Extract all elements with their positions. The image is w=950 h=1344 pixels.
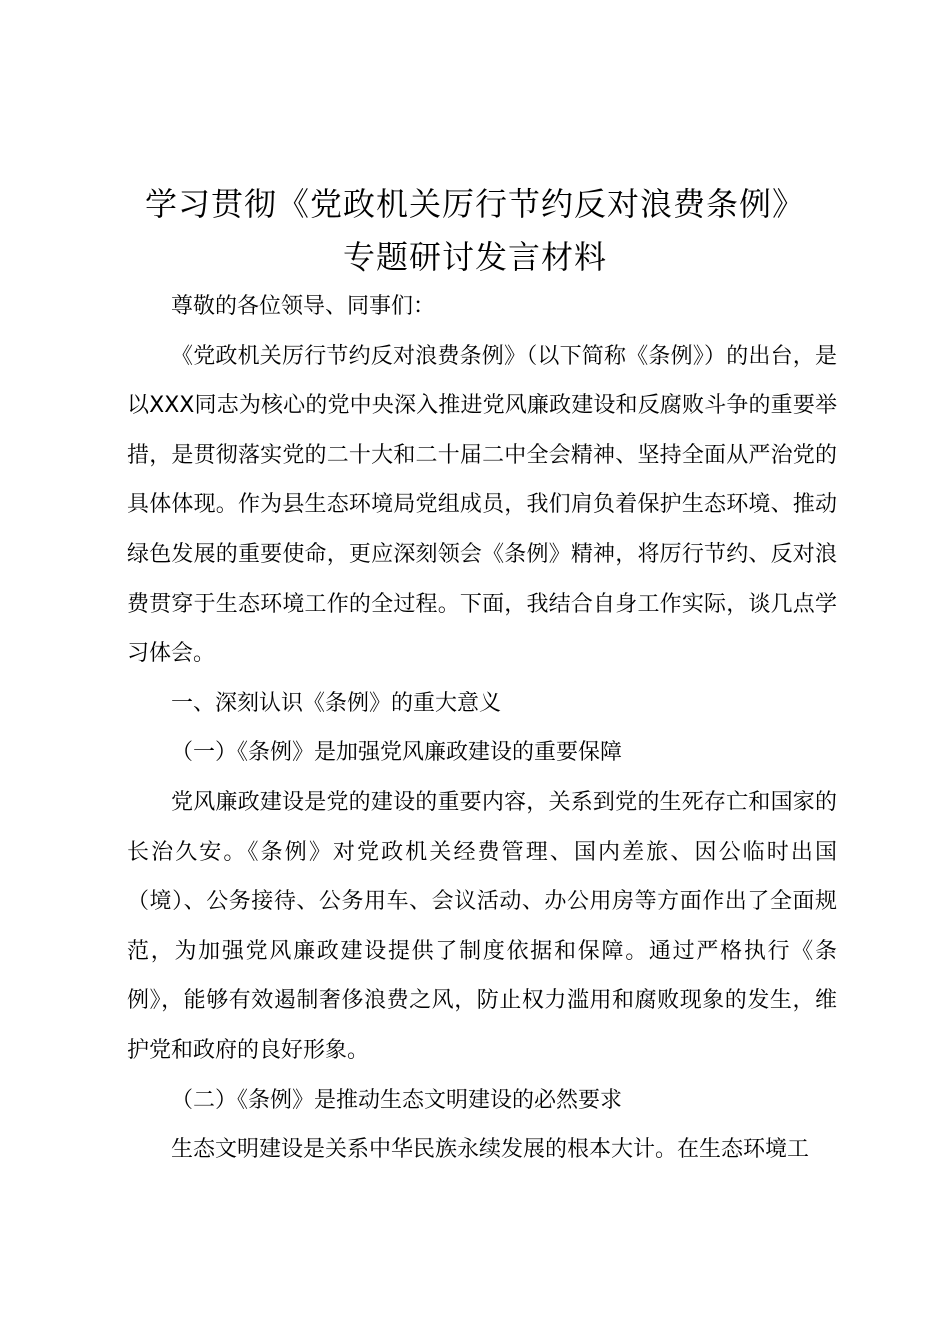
title-line-1: 学习贯彻《党政机关厉行节约反对浪费条例》 <box>144 185 805 223</box>
section-heading-1: 一、深刻认识《条例》的重大意义 <box>171 690 502 716</box>
subsection-heading-2: （二）《条例》是推动生态文明建设的必然要求 <box>171 1087 623 1113</box>
document-title <box>0 178 950 284</box>
intro-paragraph: 《党政机关厉行节约反对浪费条例》（以下简称《条例》）的出台，是以XXX同志为核心的党中央深入推进党风廉政建设和反腐败斗争的重要举措，是贯彻落实党的二十大和二十届二中全会精神、坚持全面从严治党的具体体现。作为县生态环境局党组成员，我们肩负着保护生态环境、推动绿色发展的重要使命，更应深刻领会《条例》精神，将厉行节约、反对浪费贯穿于生态环境工作的全过程。下面，我结合自身工作实际，谈几点学习体会。 <box>127 343 837 667</box>
greeting: 尊敬的各位领导、同事们： <box>171 294 436 319</box>
document-body <box>127 282 837 1175</box>
subsection-heading-1: （一）《条例》是加强党风廉政建设的重要保障 <box>171 740 623 766</box>
title-line-2: 专题研讨发言材料 <box>342 238 607 276</box>
subsection-body-2: 生态文明建设是关系中华民族永续发展的根本大计。在生态环境工 <box>171 1137 810 1163</box>
subsection-body-1: 党风廉政建设是党的建设的重要内容，关系到党的生死存亡和国家的长治久安。《条例》对党政机关经费管理、国内差旅、因公临时出国（境）、公务接待、公务用车、会议活动、办公用房等方面作出了全面规范，为加强党风廉政建设提供了制度依据和保障。通过严格执行《条例》，能够有效遏制奢侈浪费之风，防止权力滥用和腐败现象的发生，维护党和政府的良好形象。 <box>127 789 837 1063</box>
